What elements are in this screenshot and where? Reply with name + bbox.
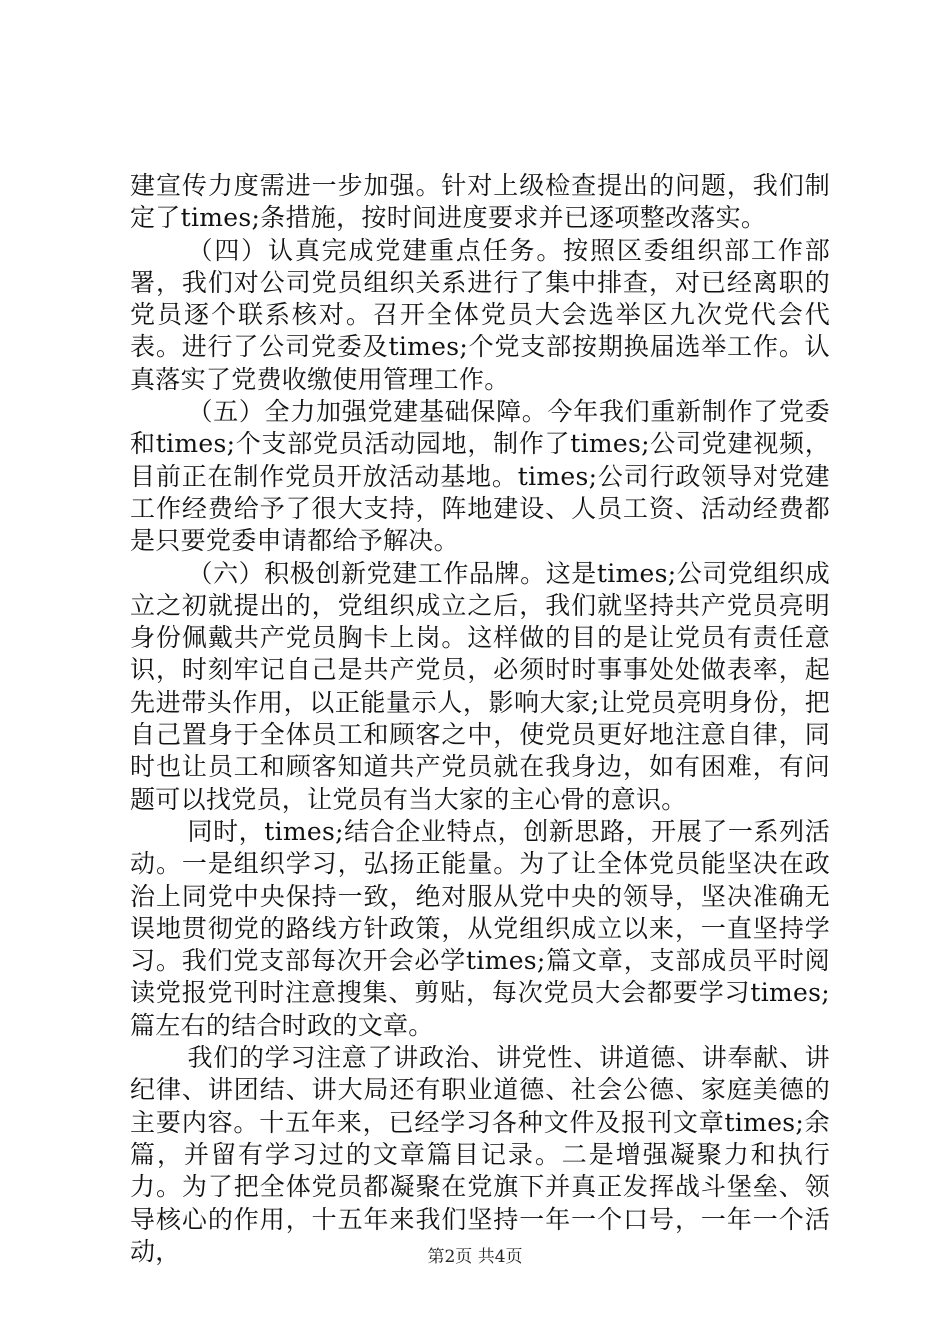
paragraph-continuation: 建宣传力度需进一步加强。针对上级检查提出的问题，我们制定了times;条措施，按时间进度要求并已逐项整改落实。 [130,171,830,233]
paragraph-section-6: （六）积极创新党建工作品牌。这是times;公司党组织成立之初就提出的，党组织成立之后，我们就坚持共产党员亮明身份佩戴共产党员胸卡上岗。这样做的目的是让党员有责任意识，时刻牢记自己是共产党员，必须时时事事处处做表率，起先进带头作用，以正能量示人，影响大家;让党员亮明身份，把自己置身于全体员工和顾客之中，使党员更好地注意自律，同时也让员工和顾客知道共产党员就在我身边，如有困难，有问题可以找党员，让党员有当大家的主心骨的意识。 [130,558,830,814]
paragraph-activities: 同时，times;结合企业特点，创新思路，开展了一系列活动。一是组织学习，弘扬正能量。为了让全体党员能坚决在政治上同党中央保持一致，绝对服从党中央的领导，坚决准确无误地贯彻党的路线方针政策，从党组织成立以来，一直坚持学习。我们党支部每次开会必学times;篇文章，支部成员平时阅读党报党刊时注意搜集、剪贴，每次党员大会都要学习times;篇左右的结合时政的文章。 [130,816,830,1040]
paragraph-section-5: （五）全力加强党建基础保障。今年我们重新制作了党委和times;个支部党员活动园地，制作了times;公司党建视频，目前正在制作党员开放活动基地。times;公司行政领导对党建工作经费给予了很大支持，阵地建设、人员工资、活动经费都是只要党委申请都给予解决。 [130,397,830,556]
paragraph-section-4: （四）认真完成党建重点任务。按照区委组织部工作部署，我们对公司党员组织关系进行了集中排查，对已经离职的党员逐个联系核对。召开全体党员大会选举区九次党代会代表。进行了公司党委及times;个党支部按期换届选举工作。认真落实了党费收缴使用管理工作。 [130,235,830,394]
paragraph-study: 我们的学习注意了讲政治、讲党性、讲道德、讲奉献、讲纪律、讲团结、讲大局还有职业道德、社会公德、家庭美德的主要内容。十五年来，已经学习各种文件及报刊文章times;余篇，并留有学习过的文章篇目记录。二是增强凝聚力和执行力。为了把全体党员都凝聚在党旗下并真正发挥战斗堡垒、领导核心的作用，十五年来我们坚持一年一个口号，一年一个活动， [130,1043,830,1266]
page-number-footer: 第2页 共4页 [427,1247,523,1267]
document-body [130,170,830,1268]
